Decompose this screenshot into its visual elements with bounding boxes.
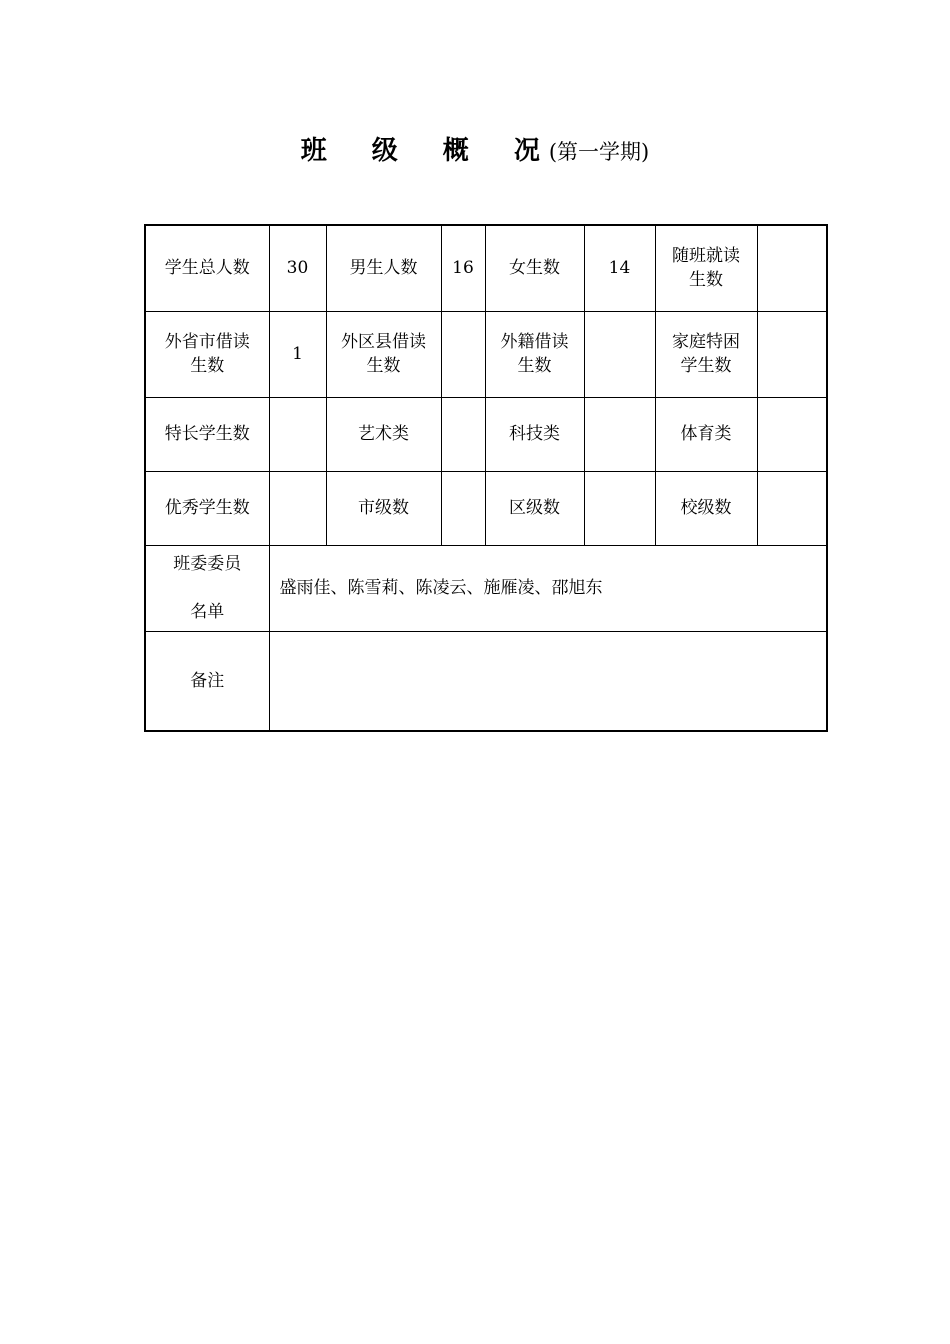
table-row — [145, 631, 827, 731]
remarks-label: 备注 — [145, 631, 269, 731]
table-row — [145, 397, 827, 471]
district-level-label: 区级数 — [485, 471, 584, 545]
label-line: 生数 — [689, 270, 723, 291]
label-line: 生数 — [366, 356, 401, 376]
school-level-value — [757, 471, 827, 545]
page-title — [0, 133, 950, 172]
tech-category-value — [584, 397, 655, 471]
other-district-students-label — [326, 311, 441, 397]
sports-category-label: 体育类 — [655, 397, 757, 471]
class-committee-value: 盛雨佳、陈雪莉、陈凌云、施雁凌、邵旭东 — [269, 545, 827, 631]
class-overview-table — [144, 224, 828, 732]
label-line: 家庭特困 — [672, 332, 740, 352]
label-line: 外区县借读 — [341, 332, 426, 352]
title-char: 班 — [300, 136, 328, 166]
talented-students-label: 特长学生数 — [145, 397, 269, 471]
table-row — [145, 225, 827, 311]
label-line: 名单 — [190, 602, 225, 622]
hardship-students-value — [757, 311, 827, 397]
other-province-students-label — [145, 311, 269, 397]
label-line: 生数 — [517, 356, 552, 376]
total-students-label: 学生总人数 — [145, 225, 269, 311]
class-committee-label — [145, 545, 269, 631]
hardship-students-label — [655, 311, 757, 397]
label-line: 班委委员 — [173, 554, 242, 574]
foreign-students-value — [584, 311, 655, 397]
title-subtitle: (第一学期) — [548, 140, 650, 164]
label-line: 生数 — [190, 356, 225, 376]
art-category-value — [441, 397, 485, 471]
table-row — [145, 311, 827, 397]
female-students-value: 14 — [584, 225, 655, 311]
label-line: 外籍借读 — [500, 332, 569, 352]
remarks-value — [269, 631, 827, 731]
foreign-students-label — [485, 311, 584, 397]
female-students-label: 女生数 — [485, 225, 584, 311]
title-char: 概 — [442, 136, 470, 166]
table-row — [145, 545, 827, 631]
label-line: 外省市借读 — [164, 332, 250, 352]
other-province-students-value: 1 — [269, 311, 326, 397]
total-students-value: 30 — [269, 225, 326, 311]
table-row — [145, 471, 827, 545]
title-char: 级 — [371, 136, 399, 166]
male-students-label: 男生人数 — [326, 225, 441, 311]
tech-category-label: 科技类 — [485, 397, 584, 471]
excellent-students-value — [269, 471, 326, 545]
school-level-label: 校级数 — [655, 471, 757, 545]
inclusion-students-label — [655, 225, 757, 311]
title-char: 况 — [513, 136, 541, 166]
label-line: 随班就读 — [672, 246, 740, 267]
city-level-label: 市级数 — [326, 471, 441, 545]
title-main — [301, 136, 549, 166]
label-line: 学生数 — [680, 356, 732, 376]
other-district-students-value — [441, 311, 485, 397]
city-level-value — [441, 471, 485, 545]
sports-category-value — [757, 397, 827, 471]
excellent-students-label: 优秀学生数 — [145, 471, 269, 545]
district-level-value — [584, 471, 655, 545]
art-category-label: 艺术类 — [326, 397, 441, 471]
male-students-value: 16 — [441, 225, 485, 311]
talented-students-value — [269, 397, 326, 471]
inclusion-students-value — [757, 225, 827, 311]
